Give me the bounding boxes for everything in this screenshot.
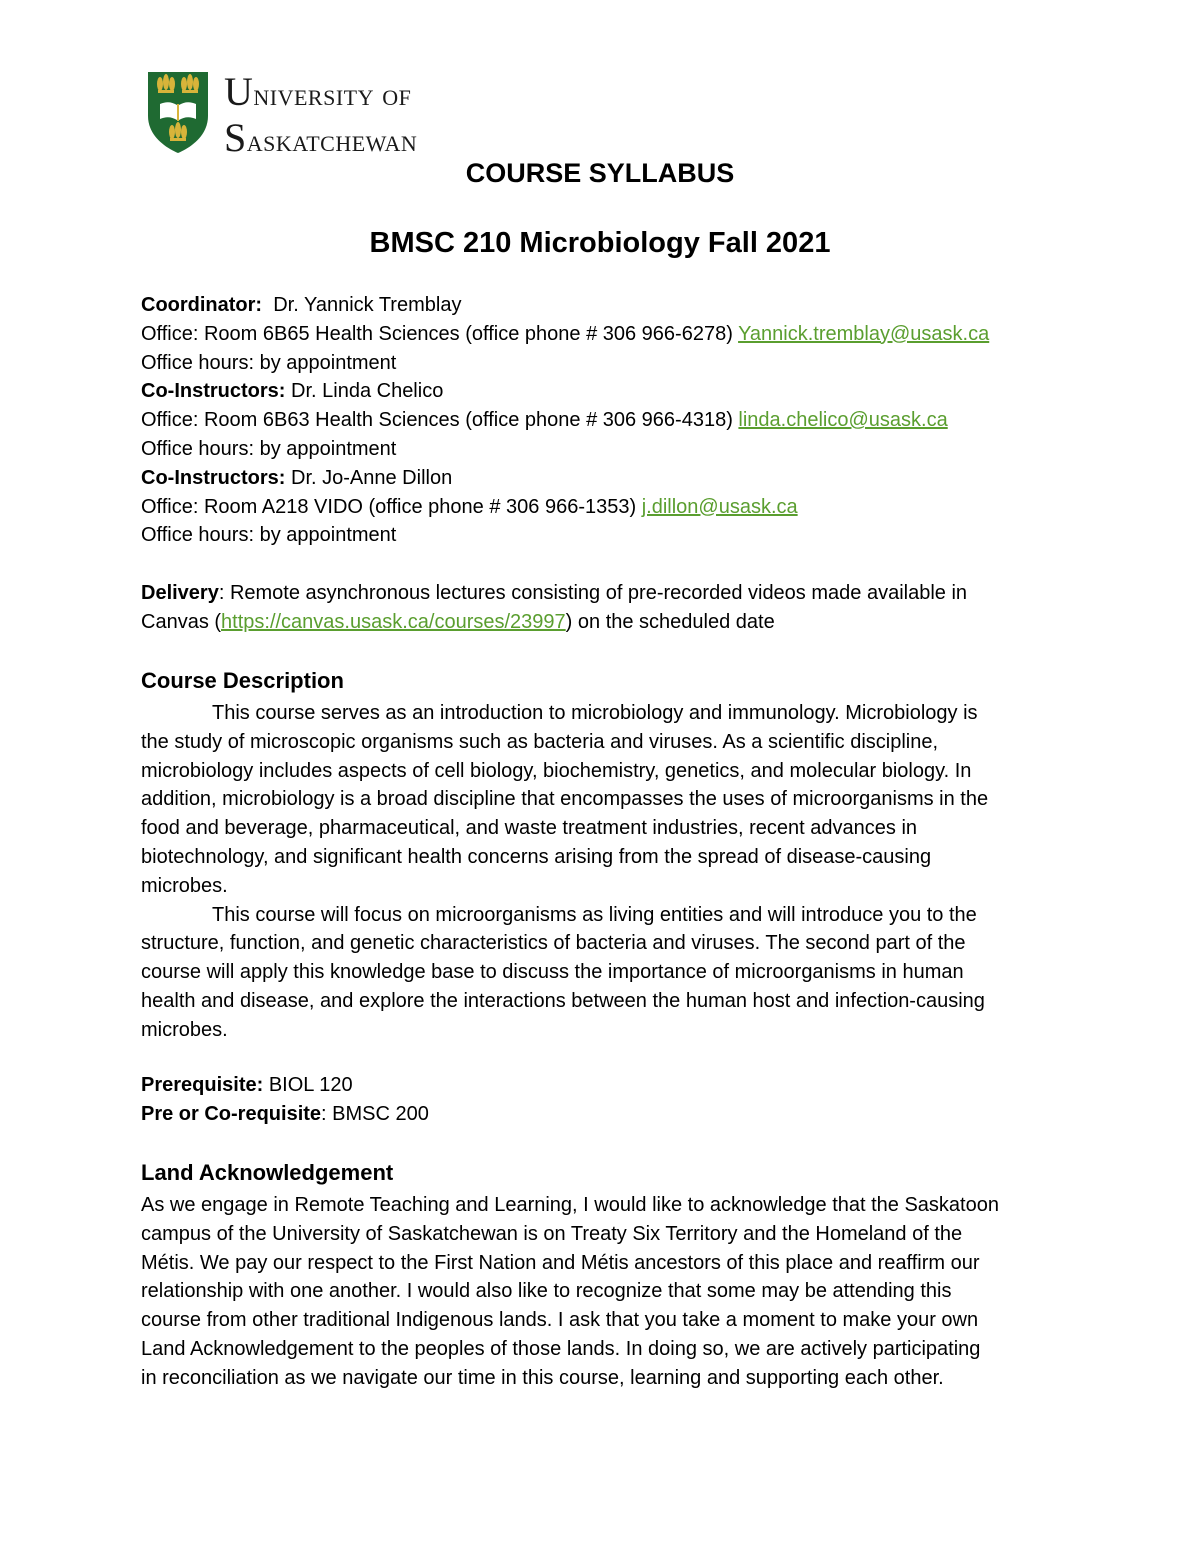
description-line: structure, function, and genetic characteristics of bacteria and viruses. The second part of the [141,932,966,955]
prerequisites-block [141,1071,429,1129]
course-title: BMSC 210 Microbiology Fall 2021 [369,227,831,259]
office-2: Office: Room 6B63 Health Sciences (office phone # 306 966-4318) [141,409,733,432]
university-name [224,70,417,158]
office-hours-2: Office hours: by appointment [141,437,397,460]
description-line: This course will focus on microorganisms as living entities and will introduce you to the [212,903,977,926]
acknowledgement-line: in reconciliation as we navigate our time in this course, learning and supporting each other. [141,1366,944,1389]
canvas-course-link[interactable]: https://canvas.usask.ca/courses/23997 [221,610,566,633]
land-acknowledgement-body [141,1191,999,1393]
description-line: biotechnology, and significant health concerns arising from the spread of disease-causing [141,845,932,868]
land-acknowledgement-heading: Land Acknowledgement [141,1160,394,1185]
acknowledgement-line: Land Acknowledgement to the peoples of those lands. In doing so, we are actively participating [141,1337,981,1360]
acknowledgement-line: course from other traditional Indigenous lands. I ask that you take a moment to make your own [141,1309,979,1332]
page-title: COURSE SYLLABUS [465,158,735,188]
email-link-chelico[interactable]: linda.chelico@usask.ca [738,409,948,432]
course-description-body [141,699,988,1045]
delivery-block [141,579,967,637]
coinstructor-label-1: Co-Instructors: [141,380,286,403]
office-1: Office: Room 6B65 Health Sciences (office phone # 306 966-6278) [141,322,733,345]
coordinator-name: Dr. Yannick Tremblay [273,294,462,316]
contacts-block [141,291,989,550]
course-description-heading: Course Description [141,668,344,693]
university-crest-icon [146,70,210,154]
logo-line-1: niversity of [253,77,412,112]
acknowledgement-line: Métis. We pay our respect to the First Nation and Métis ancestors of this place and reaffirm our [141,1251,980,1274]
delivery-canvas-prefix: Canvas ( [141,610,222,633]
email-link-dillon[interactable]: j.dillon@usask.ca [641,495,798,518]
description-line: microbiology includes aspects of cell biology, biochemistry, genetics, and molecular biology. In [141,759,972,782]
description-line: This course serves as an introduction to microbiology and immunology. Microbiology is [212,702,978,724]
office-hours-3: Office hours: by appointment [141,524,397,547]
acknowledgement-line: campus of the University of Saskatchewan is on Treaty Six Territory and the Homeland of the [141,1222,963,1245]
delivery-line-2-suffix: ) on the scheduled date [565,610,775,633]
description-line: microbes. [141,874,228,897]
description-line: microbes. [141,1018,228,1041]
acknowledgement-line: As we engage in Remote Teaching and Learning, I would like to acknowledge that the Saskatoon [141,1194,999,1216]
description-line: the study of microscopic organisms such as bacteria and viruses. As a scientific discipline, [141,730,939,753]
email-link-tremblay[interactable]: Yannick.tremblay@usask.ca [738,322,990,345]
prerequisite-label: Prerequisite: [141,1074,264,1096]
acknowledgement-line: relationship with one another. I would also like to recognize that some may be attending this [141,1280,952,1303]
coordinator-label: Coordinator: [141,294,263,316]
description-line: course will apply this knowledge base to discuss the importance of microorganisms in human [141,961,964,984]
description-line: health and disease, and explore the interactions between the human host and infection-causing [141,989,985,1012]
office-3: Office: Room A218 VIDO (office phone # 306 966-1353) [141,495,637,518]
corequisite-value: : BMSC 200 [321,1102,429,1125]
prerequisite-value: BIOL 120 [263,1074,353,1096]
delivery-label: Delivery [141,582,219,604]
logo-initial-s: S [224,115,247,160]
logo-line-2: askatchewan [246,123,418,158]
coinstructor-label-2: Co-Instructors: [141,466,286,489]
coinstructor-name-1: Dr. Linda Chelico [291,380,444,403]
logo-initial-u: U [224,69,254,114]
university-logo [146,69,516,160]
coinstructor-name-2: Dr. Jo-Anne Dillon [291,466,453,489]
description-line: food and beverage, pharmaceutical, and waste treatment industries, recent advances in [141,817,918,840]
office-hours-1: Office hours: by appointment [141,351,397,374]
corequisite-label: Pre or Co-requisite [141,1102,322,1125]
description-line: addition, microbiology is a broad discipline that encompasses the uses of microorganisms in the [141,788,989,811]
delivery-line-1: : Remote asynchronous lectures consisting of pre-recorded videos made available in [218,582,968,604]
